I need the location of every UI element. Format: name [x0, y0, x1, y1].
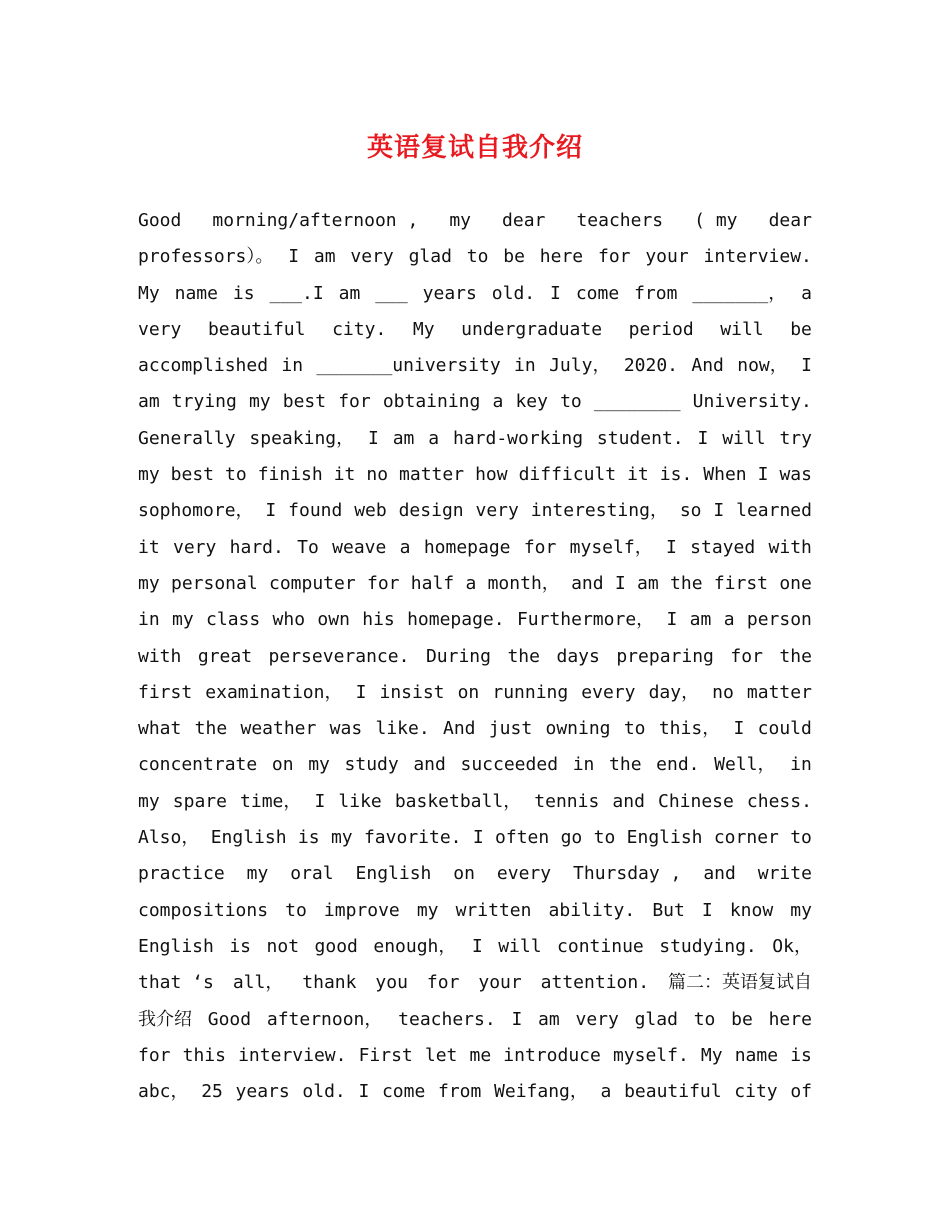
text-line	[138, 1038, 812, 1074]
word: spare	[172, 790, 227, 812]
word: for	[597, 246, 631, 268]
word: morning/afternoon ,	[212, 210, 419, 231]
word: that ‘s	[138, 972, 214, 994]
word: will	[722, 427, 766, 449]
word: for	[426, 972, 460, 994]
word: a	[492, 391, 504, 413]
word: like	[338, 790, 382, 812]
word: I	[733, 718, 745, 740]
word: Furthermore，	[516, 609, 655, 631]
word: time，	[240, 790, 302, 812]
word: am	[313, 246, 336, 268]
word: personal	[170, 572, 258, 594]
word: tennis	[534, 790, 600, 812]
word: this	[182, 1044, 226, 1066]
word: Weifang，	[494, 1081, 588, 1103]
word: owning	[545, 718, 611, 740]
word: own	[317, 609, 350, 631]
word: compositions	[138, 899, 269, 921]
word: best	[282, 391, 327, 413]
word: I	[314, 790, 326, 812]
word: no	[366, 464, 389, 486]
word: write	[757, 863, 812, 885]
word: the	[194, 718, 228, 740]
text-line	[138, 421, 812, 457]
word: interview.	[703, 246, 812, 268]
word: English	[210, 827, 287, 849]
word: how	[475, 464, 508, 486]
word: I	[801, 355, 812, 377]
word: preparing	[616, 645, 714, 667]
word: come	[575, 282, 620, 304]
word: the	[507, 645, 540, 667]
word: and	[413, 754, 446, 776]
word: accomplished	[138, 355, 269, 377]
word: student.	[596, 427, 684, 449]
word: July，	[549, 355, 611, 377]
word: interview.	[238, 1044, 347, 1066]
word: now，	[737, 355, 788, 377]
word: ________	[593, 391, 681, 413]
word: homepage.	[407, 609, 505, 631]
word: good	[314, 935, 358, 957]
word: I	[713, 500, 725, 522]
word: Ok，	[772, 935, 812, 957]
word: insist	[379, 681, 445, 703]
word: person	[746, 609, 812, 631]
word: favorite.	[363, 827, 462, 849]
word: to	[225, 464, 247, 486]
text-line	[138, 457, 812, 493]
word: here	[539, 246, 584, 268]
word: am	[392, 427, 415, 449]
word: here	[768, 1008, 812, 1030]
word: I	[666, 609, 678, 631]
word: in	[790, 754, 812, 776]
text-line	[138, 711, 812, 747]
word: his	[362, 609, 395, 631]
word: design	[398, 500, 464, 522]
text-line	[138, 239, 812, 275]
word: very	[350, 246, 394, 268]
word: my	[330, 827, 353, 849]
word: be	[731, 1008, 753, 1030]
word: Chinese	[657, 790, 734, 812]
text-line	[138, 820, 812, 856]
word: First	[358, 1044, 413, 1066]
word: like.	[375, 718, 430, 740]
word: learned	[736, 500, 812, 522]
word: and	[612, 790, 645, 812]
word: teachers	[576, 210, 664, 231]
word: am	[538, 1008, 560, 1030]
word: I	[697, 427, 709, 449]
word: a	[723, 609, 735, 631]
word: on	[271, 754, 294, 776]
word: you	[375, 972, 408, 994]
word: your	[478, 972, 522, 994]
word: dear	[768, 210, 812, 231]
word: to	[593, 827, 616, 849]
word: study	[344, 754, 399, 776]
word: improve	[323, 899, 400, 921]
text-line	[138, 929, 812, 965]
word: a	[428, 427, 440, 449]
word: to	[693, 1008, 716, 1030]
word: old.	[491, 282, 536, 304]
word: my	[138, 464, 160, 486]
word: first	[138, 681, 193, 703]
word: am	[637, 572, 659, 594]
text-line	[138, 312, 812, 348]
word: I	[614, 572, 626, 594]
word: period	[628, 318, 694, 340]
word: And	[691, 355, 724, 377]
word: try	[779, 427, 812, 449]
word: 25	[201, 1081, 223, 1103]
word: weather	[240, 718, 317, 740]
word: I	[358, 1081, 370, 1103]
word: city.	[332, 318, 387, 340]
word: not	[266, 935, 300, 957]
word: for	[730, 645, 763, 667]
word: my	[246, 863, 269, 885]
word: am	[338, 282, 361, 304]
word: I	[511, 1008, 523, 1030]
word: Thursday ,	[573, 863, 682, 885]
word: examination，	[205, 681, 343, 703]
word: a	[600, 1081, 612, 1103]
word: glad	[634, 1008, 678, 1030]
word: very	[575, 1008, 619, 1030]
word: ___	[375, 282, 408, 304]
word: ability.	[548, 899, 636, 921]
word: trying	[171, 391, 237, 413]
word: To	[297, 536, 319, 558]
word: just	[488, 718, 533, 740]
word: for	[138, 1044, 171, 1066]
word: teachers.	[398, 1008, 496, 1030]
word: in	[572, 754, 595, 776]
word: dear	[502, 210, 546, 231]
word: chess.	[746, 790, 812, 812]
word: the	[779, 645, 812, 667]
word: for	[523, 536, 557, 558]
word: my	[138, 572, 160, 594]
word: on	[453, 863, 475, 885]
word: no	[712, 681, 734, 703]
word: difficult	[518, 464, 617, 486]
word: is.	[659, 464, 693, 486]
word: class	[206, 609, 261, 631]
word: years	[235, 1081, 290, 1103]
word: my	[449, 210, 472, 231]
word: every	[496, 863, 552, 885]
text-line	[138, 639, 812, 675]
word: with	[138, 645, 182, 667]
word: is	[232, 282, 255, 304]
word: a	[465, 572, 477, 594]
word: hard.	[229, 536, 284, 558]
word: interesting，	[530, 500, 668, 522]
word: Good	[138, 210, 182, 231]
word: afternoon，	[266, 1008, 383, 1030]
word: hard-working	[453, 427, 584, 449]
word: and	[703, 863, 736, 885]
word: key	[515, 391, 548, 413]
word: is	[790, 1044, 812, 1066]
word: I	[550, 282, 561, 304]
word: what	[138, 718, 182, 740]
word: a	[801, 282, 812, 304]
word: could	[757, 718, 812, 740]
word: one	[779, 572, 812, 594]
word: in	[138, 609, 160, 631]
word: and	[571, 572, 604, 594]
word: is	[229, 935, 252, 957]
word: my	[416, 899, 439, 921]
word: finish	[257, 464, 323, 486]
word: succeeded	[460, 754, 559, 776]
word: English	[355, 863, 432, 885]
word: will	[498, 935, 542, 957]
word: of	[790, 1081, 812, 1103]
word: it	[333, 464, 356, 486]
word: concentrate	[138, 754, 258, 776]
word: me	[469, 1044, 492, 1066]
text-line	[138, 566, 812, 602]
word: myself.	[612, 1044, 689, 1066]
word: years	[422, 282, 477, 304]
word: I	[288, 246, 300, 268]
word: city	[734, 1081, 778, 1103]
word: beautiful	[207, 318, 306, 340]
word: old.	[302, 1081, 346, 1103]
text-line	[138, 675, 812, 711]
document-title: 英语复试自我介绍	[366, 133, 583, 163]
word: all，	[232, 972, 284, 994]
word: in	[281, 355, 304, 377]
word: to	[560, 391, 582, 413]
word: am	[138, 391, 160, 413]
word: I	[471, 935, 483, 957]
text-line	[138, 1002, 812, 1038]
word: homepage	[423, 536, 511, 558]
word: for	[338, 391, 371, 413]
word: matter	[399, 464, 465, 486]
word: my	[308, 754, 330, 776]
word: My	[138, 282, 160, 304]
word: name	[734, 1044, 779, 1066]
word: to	[790, 827, 812, 849]
text-line	[138, 965, 812, 1001]
word: continue	[557, 935, 644, 957]
word: practice	[138, 863, 225, 885]
word: I	[265, 500, 277, 522]
document-body	[138, 203, 812, 1110]
word: let	[424, 1044, 458, 1066]
word: with	[768, 536, 812, 558]
word: 2020.	[623, 355, 678, 377]
word: _______，	[692, 282, 787, 304]
word: half	[410, 572, 455, 594]
text-line	[138, 747, 812, 783]
word: oral	[290, 863, 334, 885]
word: first	[713, 572, 769, 594]
word: be	[790, 318, 812, 340]
word: who	[272, 609, 306, 631]
word: When	[703, 464, 747, 486]
text-line	[138, 348, 812, 384]
word: Well，	[714, 754, 776, 776]
word: I	[355, 681, 367, 703]
word: Good	[207, 1008, 252, 1030]
word: name	[174, 282, 218, 304]
word: is	[297, 827, 320, 849]
word: on	[457, 681, 480, 703]
word: running	[492, 681, 569, 703]
word: will	[720, 318, 764, 340]
word: enough，	[373, 935, 457, 957]
word: days	[556, 645, 600, 667]
word: I	[701, 899, 713, 921]
word: best	[170, 464, 215, 486]
word: month，	[487, 572, 560, 594]
word: During	[425, 645, 491, 667]
word: undergraduate	[461, 318, 603, 340]
word: weave	[332, 536, 387, 558]
word: beautiful	[624, 1081, 722, 1103]
word: found	[288, 500, 343, 522]
text-line	[138, 203, 812, 239]
text-line	[138, 1074, 812, 1110]
word: I	[757, 464, 769, 486]
word: I	[368, 427, 379, 449]
word: myself，	[569, 536, 653, 558]
word: day，	[648, 681, 700, 703]
word: basketball，	[394, 790, 522, 812]
word: from	[634, 282, 678, 304]
word: Also，	[138, 827, 200, 849]
word: so	[679, 500, 702, 522]
word: very	[138, 318, 182, 340]
word: was	[779, 464, 812, 486]
word: the	[609, 754, 642, 776]
word: I	[666, 536, 677, 558]
word: sophomore，	[138, 500, 254, 522]
word: University.	[692, 391, 812, 413]
word: _______university	[316, 355, 501, 377]
text-line	[138, 893, 812, 929]
word: speaking，	[249, 427, 355, 449]
word: am	[689, 609, 712, 631]
word: often	[495, 827, 550, 849]
word: English	[626, 827, 703, 849]
text-line	[138, 784, 812, 820]
word: go	[560, 827, 583, 849]
word: written	[455, 899, 532, 921]
word: English	[138, 935, 214, 957]
word: great	[197, 645, 253, 667]
word: Generally	[138, 427, 236, 449]
word: be	[503, 246, 525, 268]
word: to	[285, 899, 307, 921]
word: know	[729, 899, 774, 921]
word: My	[700, 1044, 723, 1066]
word: matter	[746, 681, 812, 703]
word: this，	[658, 718, 721, 740]
word: to	[623, 718, 646, 740]
word: ___.I	[269, 282, 324, 304]
word: very	[173, 536, 217, 558]
word: it	[138, 536, 160, 558]
word: the	[670, 572, 703, 594]
word: studying.	[659, 935, 757, 957]
word: My	[412, 318, 435, 340]
word: very	[475, 500, 519, 522]
word: And	[443, 718, 476, 740]
word: every	[581, 681, 636, 703]
word: to	[466, 246, 489, 268]
word: thank	[302, 972, 357, 994]
word: come	[381, 1081, 426, 1103]
word: stayed	[690, 536, 756, 558]
word: 篇二：英语复试自	[668, 972, 812, 994]
word: professors）。	[138, 246, 274, 268]
text-line	[138, 384, 812, 420]
text-line	[138, 602, 812, 638]
word: end.	[656, 754, 700, 776]
word: I	[472, 827, 484, 849]
word: introduce	[503, 1044, 601, 1066]
word: from	[437, 1081, 482, 1103]
word: abc，	[138, 1081, 189, 1103]
word: it	[627, 464, 649, 486]
word: in	[514, 355, 536, 377]
word: attention.	[540, 972, 650, 994]
word: your	[645, 246, 689, 268]
text-line	[138, 530, 812, 566]
word: glad	[408, 246, 452, 268]
word: my	[138, 790, 160, 812]
word: 我介绍	[138, 1008, 192, 1030]
word: a	[399, 536, 411, 558]
word: my	[248, 391, 271, 413]
word: But	[652, 899, 685, 921]
word: obtaining	[382, 391, 481, 413]
word: web	[354, 500, 387, 522]
word: was	[329, 718, 363, 740]
word: my	[790, 899, 812, 921]
word: for	[366, 572, 400, 594]
word: perseverance.	[268, 645, 410, 667]
word: corner	[713, 827, 779, 849]
word: ( my	[694, 210, 738, 231]
text-line	[138, 493, 812, 529]
word: computer	[268, 572, 356, 594]
word: my	[172, 609, 194, 631]
text-line	[138, 276, 812, 312]
text-line	[138, 856, 812, 892]
